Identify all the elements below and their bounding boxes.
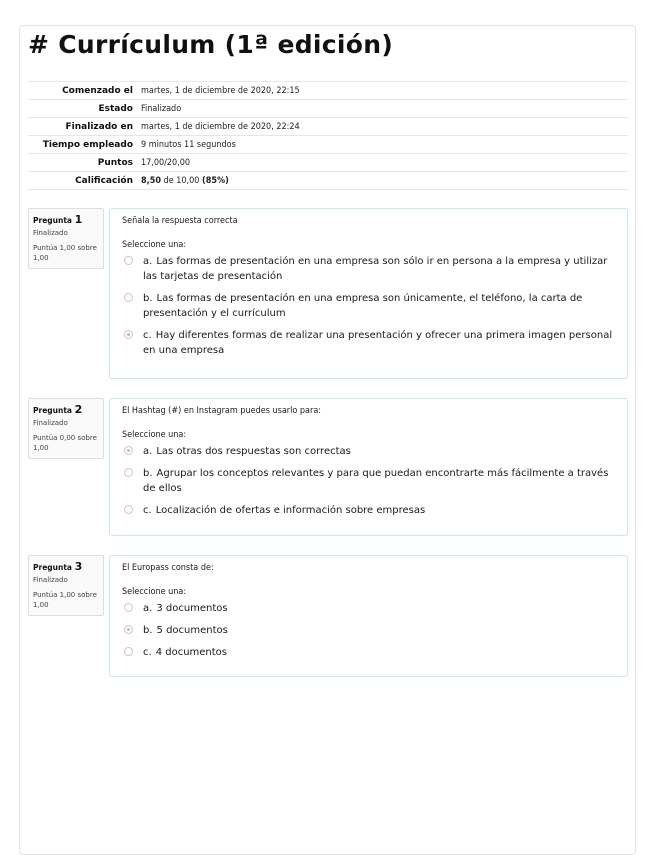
answer-letter: a. <box>143 256 153 267</box>
question-number-value: 2 <box>74 403 83 416</box>
answer-letter: c. <box>143 505 152 516</box>
summary-value: 9 minutos 11 segundos <box>141 139 236 150</box>
question-state: Finalizado <box>33 419 68 427</box>
grade-of-text: de 10,00 <box>163 175 200 186</box>
answer-letter: a. <box>143 446 153 457</box>
answer-letter: c. <box>143 647 152 658</box>
answer-text: 4 documentos <box>155 647 228 658</box>
answer-option[interactable] <box>122 444 617 459</box>
question-grade: Puntúa 0,00 sobre 1,00 <box>33 434 97 452</box>
question-info <box>28 398 104 459</box>
answer-option[interactable] <box>122 503 617 518</box>
question-number-label: Pregunta <box>33 406 72 415</box>
answer-prompt: Seleccione una: <box>122 240 187 250</box>
question-info <box>28 555 104 616</box>
answer-option[interactable] <box>122 466 617 496</box>
summary-row-time-taken <box>28 136 628 154</box>
summary-value: Finalizado <box>141 103 182 114</box>
question-info <box>28 208 104 269</box>
answer-option[interactable] <box>122 291 617 321</box>
answer-text: Las formas de presentación en una empresa son sólo ir en persona a la empresa y utilizar las tarjetas de presentación <box>143 256 608 282</box>
grade-percent: (85%) <box>202 175 229 186</box>
answer-letter: c. <box>143 330 152 341</box>
question-number-label: Pregunta <box>33 563 72 572</box>
answer-text: Hay diferentes formas de realizar una presentación y ofrecer una primera imagen personal en una empresa <box>143 330 613 356</box>
question-number <box>33 213 99 226</box>
summary-value: martes, 1 de diciembre de 2020, 22:15 <box>141 85 300 96</box>
question-state: Finalizado <box>33 229 68 237</box>
question-content <box>109 555 628 677</box>
answer-letter: b. <box>143 468 153 479</box>
summary-row-started <box>28 82 628 100</box>
radio-button[interactable] <box>124 505 133 514</box>
answer-option[interactable] <box>122 623 617 638</box>
summary-row-grade <box>28 172 628 190</box>
question-number-value: 3 <box>74 560 83 573</box>
page-title: # Currículum (1ª edición) <box>28 30 394 59</box>
summary-label: Puntos <box>97 157 133 168</box>
answer-option[interactable] <box>122 601 617 616</box>
attempt-summary-table <box>28 81 628 190</box>
radio-button-checked[interactable] <box>124 446 133 455</box>
radio-button-checked[interactable] <box>124 625 133 634</box>
summary-label: Estado <box>98 103 133 114</box>
radio-button[interactable] <box>124 603 133 612</box>
radio-button[interactable] <box>124 647 133 656</box>
summary-row-state <box>28 100 628 118</box>
summary-value: martes, 1 de diciembre de 2020, 22:24 <box>141 121 300 132</box>
question-state: Finalizado <box>33 576 68 584</box>
radio-button[interactable] <box>124 293 133 302</box>
summary-label: Calificación <box>75 175 133 186</box>
question-grade: Puntúa 1,00 sobre 1,00 <box>33 591 97 609</box>
radio-button[interactable] <box>124 256 133 265</box>
summary-row-points <box>28 154 628 172</box>
answer-text: 5 documentos <box>156 625 228 636</box>
radio-button-checked[interactable] <box>124 330 133 339</box>
answer-text: Localización de ofertas e información sobre empresas <box>155 505 426 516</box>
question-number <box>33 560 99 573</box>
summary-row-finished <box>28 118 628 136</box>
answer-text: 3 documentos <box>156 603 228 614</box>
question-content <box>109 208 628 379</box>
question-grade: Puntúa 1,00 sobre 1,00 <box>33 244 97 262</box>
summary-label: Comenzado el <box>62 85 133 96</box>
question-text: Señala la respuesta correcta <box>122 216 238 226</box>
answer-option[interactable] <box>122 645 617 660</box>
answer-text: Agrupar los conceptos relevantes y para que puedan encontrarte más fácilmente a través de ellos <box>143 468 609 494</box>
answer-letter: a. <box>143 603 153 614</box>
question-text: El Hashtag (#) en Instagram puedes usarlo para: <box>122 406 322 416</box>
summary-label: Tiempo empleado <box>42 139 133 150</box>
question-text: El Europass consta de: <box>122 563 214 573</box>
grade-score: 8,50 <box>141 175 161 186</box>
answer-text: Las otras dos respuestas son correctas <box>156 446 351 457</box>
question-number-label: Pregunta <box>33 216 72 225</box>
answer-prompt: Seleccione una: <box>122 430 187 440</box>
summary-value <box>141 172 628 190</box>
summary-value: 17,00/20,00 <box>141 157 191 168</box>
question-number <box>33 403 99 416</box>
answer-prompt: Seleccione una: <box>122 587 187 597</box>
answer-text: Las formas de presentación en una empresa son únicamente, el teléfono, la carta de presentación y el currículum <box>143 293 583 319</box>
answer-letter: b. <box>143 625 153 636</box>
answer-option[interactable] <box>122 254 617 284</box>
question-number-value: 1 <box>74 213 83 226</box>
question-content <box>109 398 628 536</box>
answer-letter: b. <box>143 293 153 304</box>
radio-button[interactable] <box>124 468 133 477</box>
summary-label: Finalizado en <box>65 121 133 132</box>
answer-option[interactable] <box>122 328 617 358</box>
